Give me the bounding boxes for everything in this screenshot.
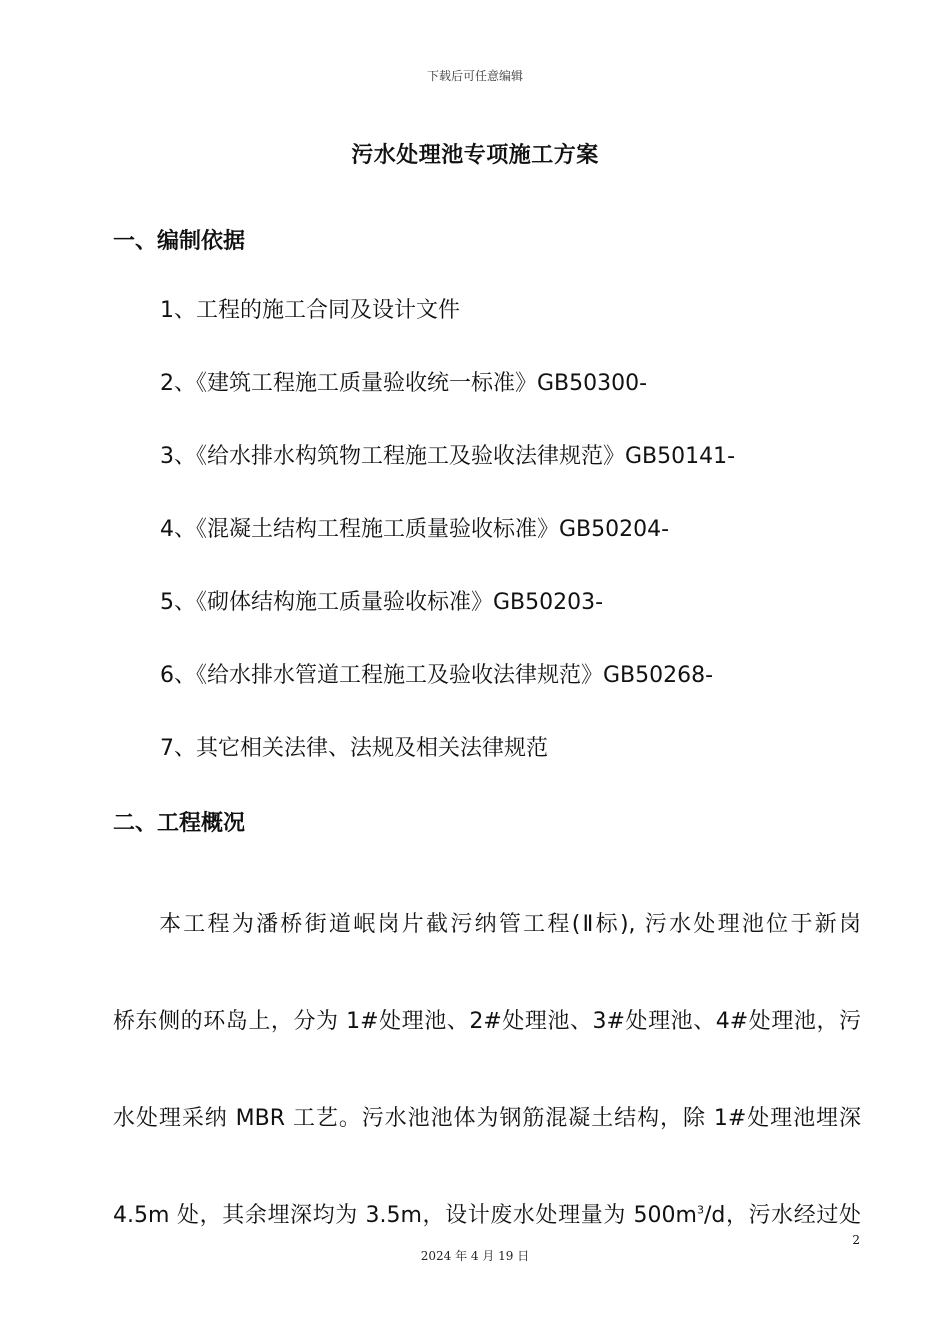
document-title: 污水处理池专项施工方案 [351,143,599,168]
list-item: 2、《建筑工程施工质量验收统一标准》GB50300- [160,371,648,396]
paragraph-line: 本工程为潘桥街道岷岗片截污纳管工程(Ⅱ标), 污水处理池位于新岗 [159,912,861,937]
paragraph-line: 水处理采纳 MBR 工艺。污水池池体为钢筋混凝土结构，除 1#处理池埋深 [113,1106,861,1131]
overview-paragraph [113,876,861,1264]
list-item: 6、《给水排水管道工程施工及验收法律规范》GB50268- [160,663,714,688]
paragraph-line: 桥东侧的环岛上，分为 1#处理池、2#处理池、3#处理池、4#处理池，污 [113,1009,861,1034]
reference-list [160,296,735,807]
footer-date: 2024 年 4 月 19 日 [420,1249,530,1263]
list-item: 1、工程的施工合同及设计文件 [160,298,460,323]
list-item: 4、《混凝土结构工程施工质量验收标准》GB50204- [160,517,670,542]
section-heading-overview: 二、工程概况 [113,811,246,836]
cubic-superscript: 3 [696,1203,704,1217]
list-item: 7、其它相关法律、法规及相关法律规范 [160,736,548,761]
list-item: 3、《给水排水构筑物工程施工及验收法律规范》GB50141- [160,444,736,469]
list-item: 5、《砌体结构施工质量验收标准》GB50203- [160,590,604,615]
header-note: 下载后可任意编辑 [426,69,523,83]
paragraph-line-tail: /d，污水经过处 [703,1203,861,1228]
section-heading-basis: 一、编制依据 [113,229,246,254]
paragraph-line-text: 4.5m 处，其余埋深均为 3.5m，设计废水处理量为 500m [113,1203,697,1228]
page-number: 2 [852,1233,860,1247]
